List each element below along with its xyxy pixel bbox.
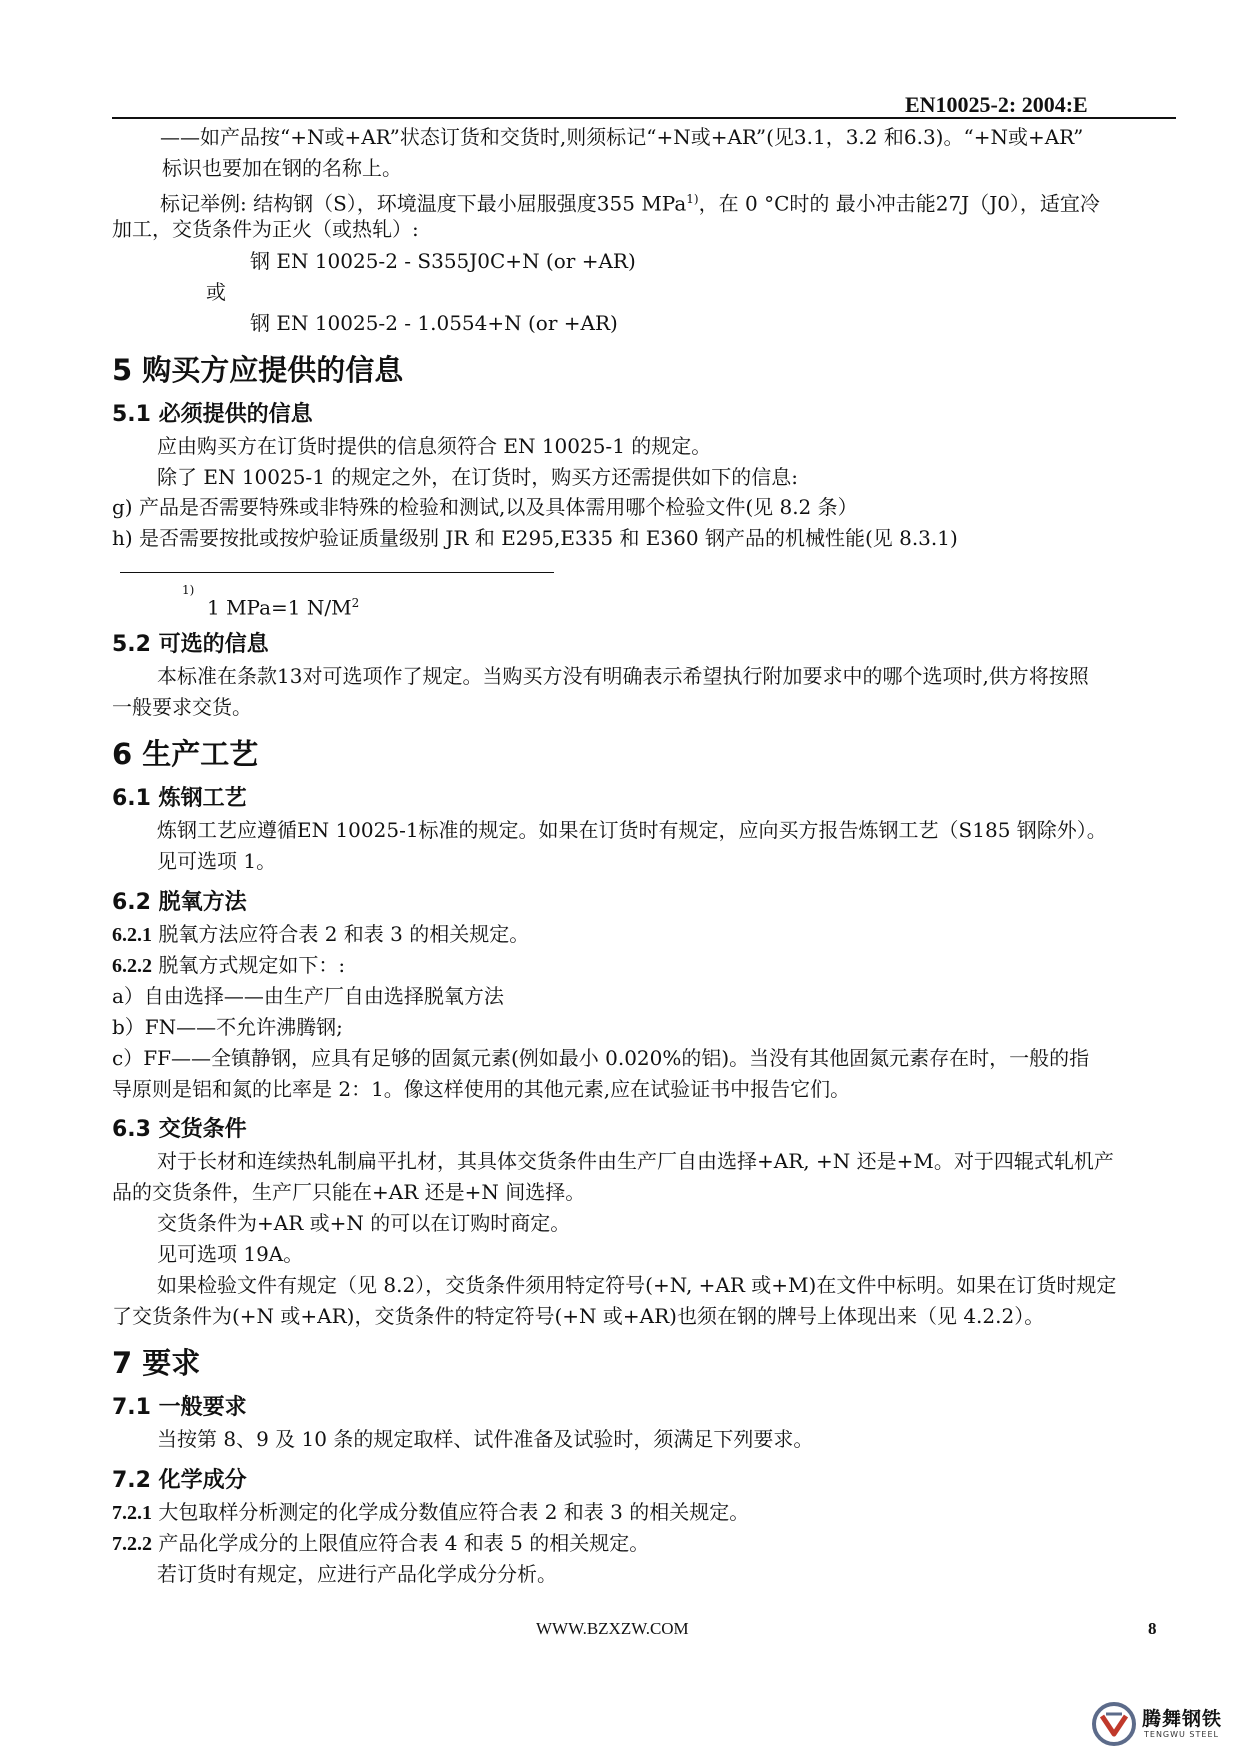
s52-line-2: 一般要求交货。: [112, 695, 252, 719]
s622-line: 6.2.2 脱氧方式规定如下：:: [112, 953, 346, 977]
s62-item-c-line-1: c）FF——全镇静钢，应具有足够的固氮元素(例如最小 0.020%的铝)。当没有其他固氮元素存在时，一般的指: [112, 1046, 1090, 1070]
s51-item-g: g) 产品是否需要特殊或非特殊的检验和测试,以及具体需用哪个检验文件(见 8.2 条）: [112, 495, 858, 519]
intro-line-1: ——如产品按“+N或+AR”状态订货和交货时,则须标记“+N或+AR”(见3.1，3.2 和6.3)。“+N或+AR”: [160, 125, 1084, 149]
footer-url: WWW.BZXZW.COM: [536, 1619, 689, 1638]
s63-line-5: 如果检验文件有规定（见 8.2），交货条件须用特定符号(+N, +AR 或+M)在文件中标明。如果在订货时规定: [157, 1273, 1117, 1297]
s52-line-1: 本标准在条款13对可选项作了规定。当购买方没有明确表示希望执行附加要求中的哪个选项时,供方将按照: [157, 664, 1089, 688]
s62-item-a: a）自由选择——由生产厂自由选择脱氧方法: [112, 984, 504, 1008]
s51-para-1: 应由购买方在订货时提供的信息须符合 EN 10025-1 的规定。: [157, 434, 712, 458]
logo-chinese-text: 腾舞钢铁: [1142, 1708, 1223, 1730]
s63-line-2: 品的交货条件，生产厂只能在+AR 还是+N 间选择。: [112, 1180, 586, 1204]
intro-line-2: 标识也要加在钢的名称上。: [162, 156, 402, 180]
section-7-1-heading: 7.1 一般要求: [112, 1395, 247, 1420]
s61-line-1: 炼钢工艺应遵循EN 10025-1标准的规定。如果在订货时有规定，应向买方报告炼钢工艺（S185 钢除外）。: [157, 818, 1107, 842]
document-code: EN10025-2: 2004:E: [905, 92, 1088, 117]
section-5-1-heading: 5.1 必须提供的信息: [112, 402, 313, 427]
s72-line-3: 若订货时有规定，应进行产品化学成分分析。: [157, 1562, 557, 1586]
intro-line-4: 加工，交货条件为正火（或热轧）:: [112, 217, 419, 241]
s722-line: 7.2.2 产品化学成分的上限值应符合表 4 和表 5 的相关规定。: [112, 1531, 650, 1555]
s71-line-1: 当按第 8、9 及 10 条的规定取样、试件准备及试验时，须满足下列要求。: [157, 1427, 814, 1451]
s62-item-b: b）FN——不允许沸腾钢;: [112, 1015, 343, 1039]
page-number: 8: [1148, 1619, 1157, 1638]
s721-line: 7.2.1 大包取样分析测定的化学成分数值应符合表 2 和表 3 的相关规定。: [112, 1500, 750, 1524]
logo-english-text: TENGWU STEEL: [1144, 1730, 1219, 1739]
section-6-heading: 6 生产工艺: [112, 737, 259, 771]
footnote-mark: 1): [182, 583, 195, 597]
section-6-2-heading: 6.2 脱氧方法: [112, 890, 247, 915]
s62-item-c-line-2: 导原则是铝和氮的比率是 2：1。像这样使用的其他元素,应在试验证书中报告它们。: [112, 1077, 851, 1101]
s51-item-h: h) 是否需要按批或按炉验证质量级别 JR 和 E295,E335 和 E360 钢产品的机械性能(见 8.3.1): [112, 526, 958, 550]
designation-example-1: 钢 EN 10025-2 - S355J0C+N (or +AR): [250, 249, 636, 273]
s63-line-6: 了交货条件为(+N 或+AR)，交货条件的特定符号(+N 或+AR)也须在钢的牌号上体现出来（见 4.2.2）。: [112, 1304, 1045, 1328]
footnote-text: 1 MPa=1 $N/M^2$: [207, 595, 360, 620]
or-text: 或: [206, 280, 226, 304]
section-6-1-heading: 6.1 炼钢工艺: [112, 786, 247, 811]
s63-line-4: 见可选项 19A。: [157, 1242, 304, 1266]
footnote-rule: [120, 572, 554, 573]
company-logo: [1090, 1700, 1238, 1750]
s63-line-3: 交货条件为+AR 或+N 的可以在订购时商定。: [157, 1211, 571, 1235]
section-5-2-heading: 5.2 可选的信息: [112, 632, 269, 657]
intro-example-line: 标记举例: 结构钢（S），环境温度下最小屈服强度355 MPa$^{1)}$，在 0 °C时的 最小冲击能27J（J0），适宜冷: [160, 191, 1100, 216]
section-5-heading: 5 购买方应提供的信息: [112, 353, 404, 387]
s61-line-2: 见可选项 1。: [157, 849, 277, 873]
s51-para-2: 除了 EN 10025-1 的规定之外，在订货时，购买方还需提供如下的信息:: [157, 465, 799, 489]
header-rule: [112, 117, 1176, 119]
s621-line: 6.2.1 脱氧方法应符合表 2 和表 3 的相关规定。: [112, 922, 530, 946]
logo-mark-icon: [1090, 1700, 1138, 1748]
section-7-heading: 7 要求: [112, 1346, 201, 1380]
s63-line-1: 对于长材和连续热轧制扁平扎材，其具体交货条件由生产厂自由选择+AR, +N 还是+M。对于四辊式轧机产: [157, 1149, 1114, 1173]
section-7-2-heading: 7.2 化学成分: [112, 1468, 247, 1493]
designation-example-2: 钢 EN 10025-2 - 1.0554+N (or +AR): [250, 311, 618, 335]
section-6-3-heading: 6.3 交货条件: [112, 1117, 247, 1142]
